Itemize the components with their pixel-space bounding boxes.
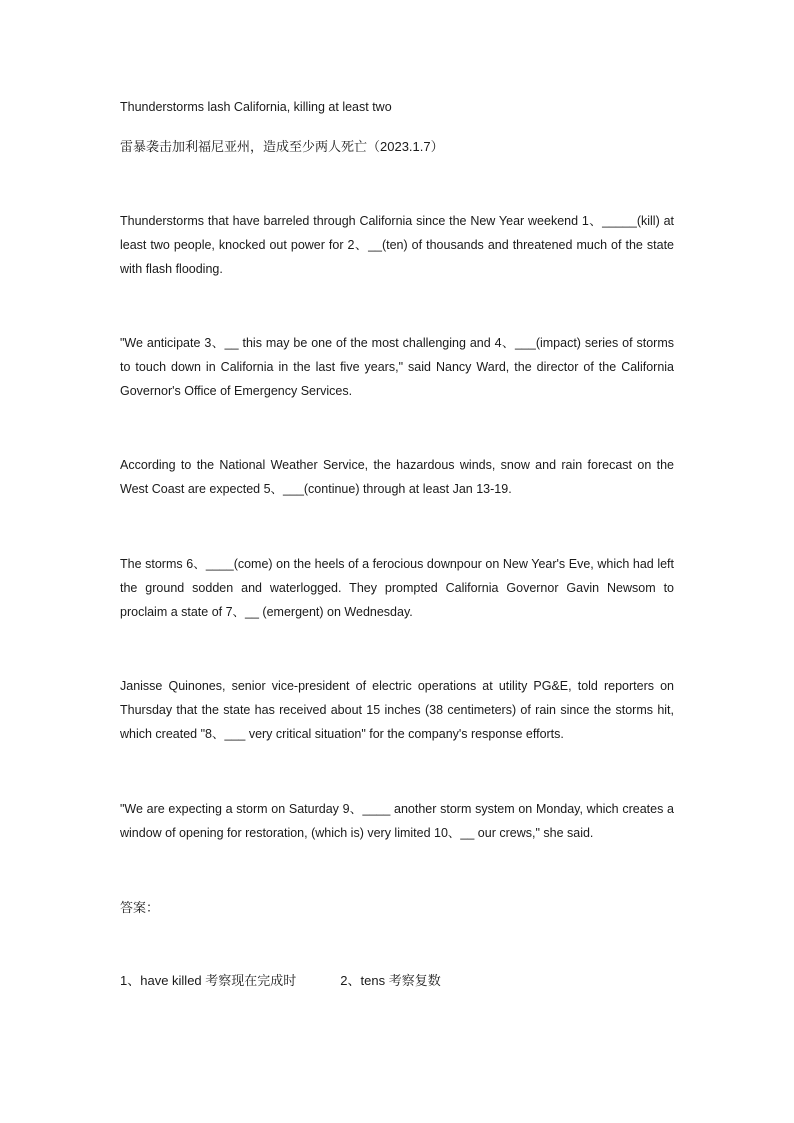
answer-item-2: 2、tens 考察复数 (340, 973, 441, 988)
paragraph-4: The storms 6、____(come) on the heels of a ferocious downpour on New Year's Eve, which had left the ground sodden and waterlogged. They prompted California Governor Gavin Newsom to proclaim a state of 7、__ (emergent) on Wednesday. (120, 557, 674, 619)
paragraph-6: "We are expecting a storm on Saturday 9、____ another storm system on Monday, which creates a window of opening for restoration, (which is) very limited 10、__ our crews," she said. (120, 802, 674, 840)
paragraph-2: "We anticipate 3、__ this may be one of the most challenging and 4、___(impact) series of storms to touch down in California in the last five years," said Nancy Ward, the director of the California Governor's Office of Emergency Services. (120, 336, 674, 398)
answer-list (120, 970, 441, 989)
paragraph-5: Janisse Quinones, senior vice-president of electric operations at utility PG&E, told reporters on Thursday that the state has received about 15 inches (38 centimeters) of rain since the storms hit, which created "8、___ very critical situation" for the company's response efforts. (120, 679, 674, 741)
title-chinese: 雷暴袭击加利福尼亚州，造成至少两人死亡（2023.1.7） (120, 139, 444, 154)
title-english: Thunderstorms lash California, killing at least two (120, 100, 392, 114)
paragraph-1: Thunderstorms that have barreled through California since the New Year weekend 1、_____(kill) at least two people, knocked out power for 2、__(ten) of thousands and threatened much of the state with flash flooding. (120, 214, 674, 276)
paragraph-3: According to the National Weather Service, the hazardous winds, snow and rain forecast on the West Coast are expected 5、___(continue) through at least Jan 13-19. (120, 458, 674, 496)
answer-heading: 答案： (120, 900, 160, 915)
answer-item-1: 1、have killed 考察现在完成时 (120, 973, 297, 988)
